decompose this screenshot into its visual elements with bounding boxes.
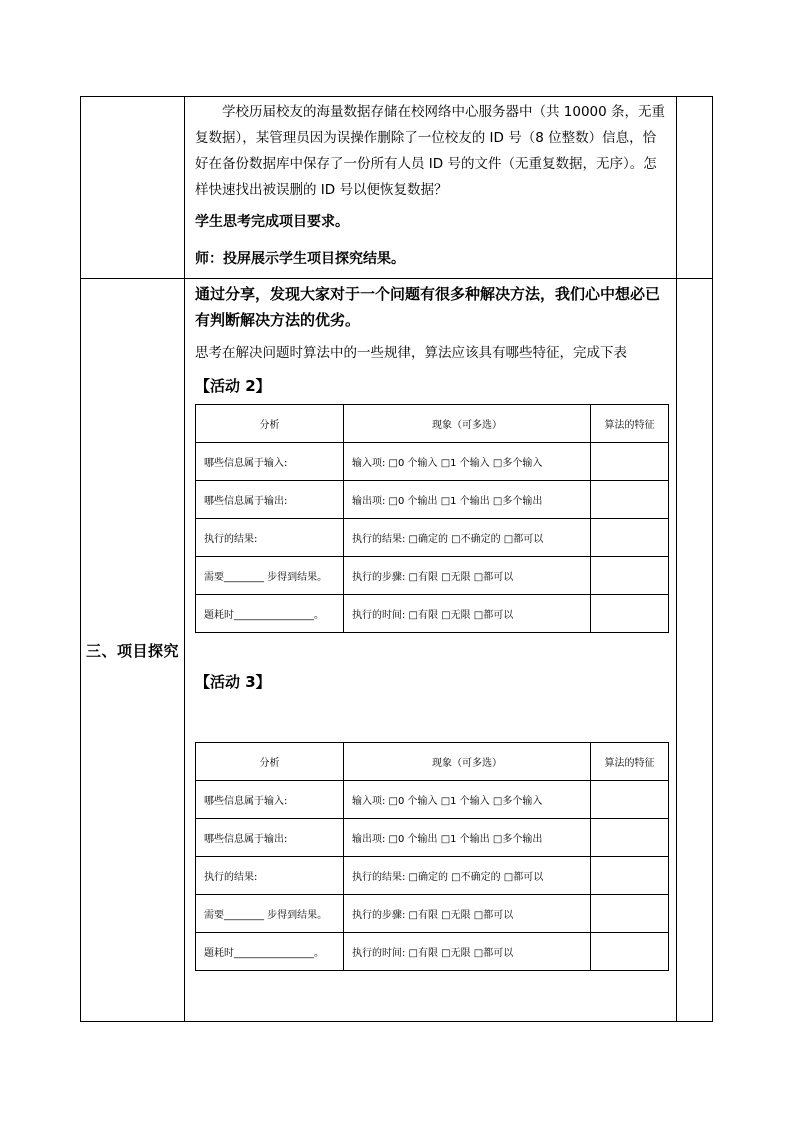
table-row (196, 595, 669, 633)
problem-row (81, 97, 713, 279)
table-row (196, 557, 669, 595)
analysis-cell[interactable]: 需要________ 步得到结果。 (196, 895, 344, 933)
table-row (196, 819, 669, 857)
phenomenon-cell[interactable]: 执行的时间: □有限 □无限 □都可以 (344, 933, 591, 971)
empty-note-cell (677, 279, 713, 1022)
analysis-cell: 哪些信息属于输入: (196, 781, 344, 819)
table-row (196, 895, 669, 933)
share-text: 通过分享，发现大家对于一个问题有很多种解决方法，我们心中想必已有判断解决方法的优劣。 (195, 285, 661, 330)
activity3-title: 【活动 3】 (195, 673, 271, 692)
analysis-cell[interactable]: 题耗时________________。 (196, 933, 344, 971)
feature-cell[interactable] (591, 781, 669, 819)
analysis-cell: 哪些信息属于输入: (196, 443, 344, 481)
analysis-cell: 哪些信息属于输出: (196, 819, 344, 857)
analysis-cell: 执行的结果: (196, 857, 344, 895)
activity2-table (195, 404, 669, 633)
empty-note-cell (677, 97, 713, 279)
header-feature: 算法的特征 (591, 743, 669, 781)
section-label: 三、项目探究 (81, 279, 185, 1022)
lesson-plan-table (80, 96, 713, 1022)
phenomenon-cell[interactable]: 输出项: □0 个输出 □1 个输出 □多个输出 (344, 819, 591, 857)
analysis-cell[interactable]: 需要________ 步得到结果。 (196, 557, 344, 595)
analysis-cell: 哪些信息属于输出: (196, 481, 344, 519)
table-row (196, 933, 669, 971)
header-analysis: 分析 (196, 405, 344, 443)
feature-cell[interactable] (591, 857, 669, 895)
table-row (196, 857, 669, 895)
think-text: 思考在解决问题时算法中的一些规律，算法应该具有哪些特征，完成下表 (195, 345, 627, 362)
feature-cell[interactable] (591, 595, 669, 633)
problem-cell (185, 97, 677, 279)
table-row (196, 481, 669, 519)
project-row (81, 279, 713, 1022)
phenomenon-cell[interactable]: 输入项: □0 个输入 □1 个输入 □多个输入 (344, 781, 591, 819)
header-feature: 算法的特征 (591, 405, 669, 443)
feature-cell[interactable] (591, 819, 669, 857)
analysis-cell[interactable]: 题耗时________________。 (196, 595, 344, 633)
feature-cell[interactable] (591, 933, 669, 971)
phenomenon-cell[interactable]: 执行的步骤: □有限 □无限 □都可以 (344, 557, 591, 595)
feature-cell[interactable] (591, 557, 669, 595)
header-row (196, 743, 669, 781)
phenomenon-cell[interactable]: 执行的结果: □确定的 □不确定的 □都可以 (344, 519, 591, 557)
table-row (196, 443, 669, 481)
student-task: 学生思考完成项目要求。 (195, 214, 349, 230)
feature-cell[interactable] (591, 481, 669, 519)
analysis-cell: 执行的结果: (196, 519, 344, 557)
problem-text: 学校历届校友的海量数据存储在校网络中心服务器中（共 10000 条，无重复数据），某管理员因为误操作删除了一位校友的 ID 号（8 位整数）信息，恰好在备份数据库中保存了一份所有人员 ID 号的文件（无重复数据，无序）。怎样快速找出被误删的 ID 号以便恢复数据？ (195, 104, 666, 198)
activity2-title: 【活动 2】 (195, 377, 271, 396)
header-analysis: 分析 (196, 743, 344, 781)
empty-label-cell (81, 97, 185, 279)
feature-cell[interactable] (591, 519, 669, 557)
feature-cell[interactable] (591, 443, 669, 481)
phenomenon-cell[interactable]: 输入项: □0 个输入 □1 个输入 □多个输入 (344, 443, 591, 481)
header-row (196, 405, 669, 443)
header-phenomenon: 现象（可多选） (344, 743, 591, 781)
project-cell (185, 279, 677, 1022)
phenomenon-cell[interactable]: 执行的步骤: □有限 □无限 □都可以 (344, 895, 591, 933)
header-phenomenon: 现象（可多选） (344, 405, 591, 443)
activity3-table (195, 742, 669, 971)
table-row (196, 519, 669, 557)
table-row (196, 781, 669, 819)
phenomenon-cell[interactable]: 执行的时间: □有限 □无限 □都可以 (344, 595, 591, 633)
phenomenon-cell[interactable]: 输出项: □0 个输出 □1 个输出 □多个输出 (344, 481, 591, 519)
feature-cell[interactable] (591, 895, 669, 933)
teacher-task: 师：投屏展示学生项目探究结果。 (195, 251, 405, 267)
phenomenon-cell[interactable]: 执行的结果: □确定的 □不确定的 □都可以 (344, 857, 591, 895)
